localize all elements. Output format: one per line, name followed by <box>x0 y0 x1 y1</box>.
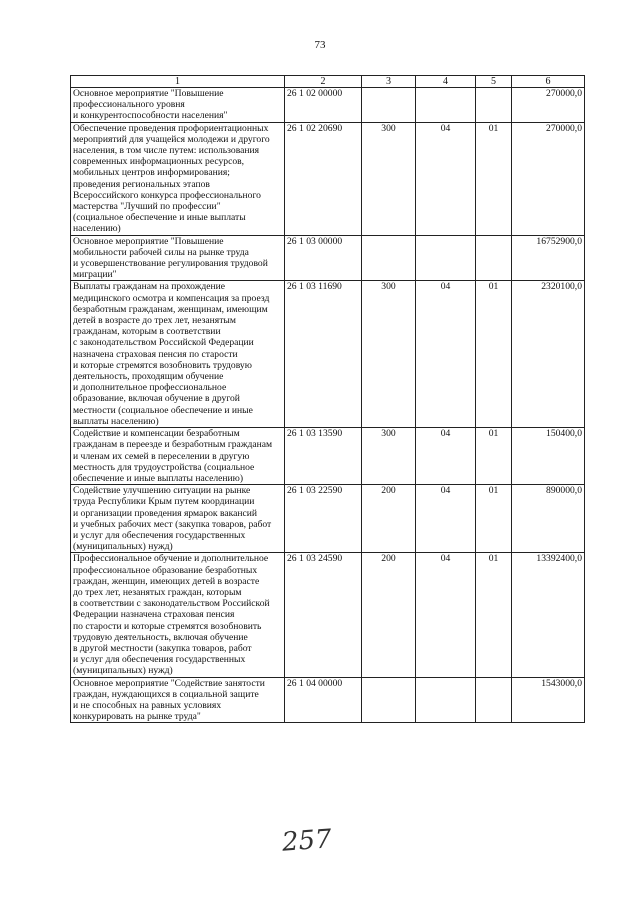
description-line: деятельность, проходящим обучение <box>73 371 224 383</box>
table-row <box>71 281 585 428</box>
header-cell-4: 4 <box>416 76 476 88</box>
row-code: 26 1 03 11690 <box>285 281 362 428</box>
row-col5: 01 <box>476 553 512 677</box>
description-line: профессионального уровня <box>73 99 185 111</box>
row-col5: 01 <box>476 281 512 428</box>
row-col5: 01 <box>476 485 512 553</box>
row-amount: 13392400,0 <box>512 553 585 677</box>
description-line: безработным гражданам, женщинам, имеющим <box>73 303 268 315</box>
description-line: труда Республики Крым путем координации <box>73 496 255 508</box>
row-col4 <box>416 88 476 123</box>
description-line: в другой местности (закупка товаров, работ <box>73 642 252 654</box>
description-line: гражданам в переезде и безработным гражданам <box>73 439 273 451</box>
description-line: граждан, нуждающихся в социальной защите <box>73 688 259 700</box>
row-code: 26 1 04 00000 <box>285 677 362 723</box>
row-col4 <box>416 677 476 723</box>
description-line: мероприятий для учащейся молодежи и другого <box>73 133 270 145</box>
row-amount: 270000,0 <box>512 88 585 123</box>
description-line: Федерации назначена страховая пенсия <box>73 609 235 621</box>
description-line: миграции" <box>73 269 117 281</box>
row-col4: 04 <box>416 428 476 485</box>
row-amount: 2320100,0 <box>512 281 585 428</box>
description-line: Всероссийского конкурса профессионального <box>73 189 261 201</box>
row-amount: 16752900,0 <box>512 235 585 281</box>
description-line: и которые стремятся возобновить трудовую <box>73 359 252 371</box>
description-line: и дополнительное профессиональное <box>73 382 227 394</box>
description-line: мобильности рабочей силы на рынке труда <box>73 246 249 258</box>
description-line: Выплаты гражданам на прохождение <box>73 281 225 293</box>
table-row <box>71 428 585 485</box>
row-col5 <box>476 88 512 123</box>
header-cell-5: 5 <box>476 76 512 88</box>
row-description <box>71 553 285 677</box>
row-code: 26 1 03 24590 <box>285 553 362 677</box>
description-line: Содействие улучшению ситуации на рынке <box>73 485 251 497</box>
description-line: и усовершенствование регулирования трудовой <box>73 258 268 270</box>
description-line: местность для трудоустройства (социальное <box>73 461 255 473</box>
description-line: граждан, женщин, имеющих детей в возрасте <box>73 575 260 587</box>
row-description <box>71 235 285 281</box>
row-col3: 300 <box>362 281 416 428</box>
description-line: и учебных рабочих мест (закупка товаров, работ <box>73 518 272 530</box>
description-line: Основное мероприятие "Повышение <box>73 235 224 247</box>
table-row <box>71 235 585 281</box>
description-line: (муниципальных) нужд) <box>73 665 173 677</box>
description-line: Основное мероприятие "Содействие занятости <box>73 677 265 689</box>
row-description <box>71 428 285 485</box>
header-cell-1: 1 <box>71 76 285 88</box>
row-code: 26 1 03 13590 <box>285 428 362 485</box>
row-code: 26 1 02 20690 <box>285 122 362 235</box>
description-line: местности (социальное обеспечение и иные <box>73 404 253 416</box>
row-col3 <box>362 88 416 123</box>
description-line: современных информационных ресурсов, <box>73 156 245 168</box>
description-line: конкурировать на рынке труда" <box>73 711 201 723</box>
description-line: гражданам, которым в соответствии <box>73 326 221 338</box>
row-col4 <box>416 235 476 281</box>
description-line: образование, включая обучение в другой <box>73 393 240 405</box>
row-code: 26 1 03 22590 <box>285 485 362 553</box>
description-line: (муниципальных) нужд) <box>73 541 173 553</box>
row-code: 26 1 03 00000 <box>285 235 362 281</box>
row-col4: 04 <box>416 553 476 677</box>
description-line: трудовую деятельность, включая обучение <box>73 631 248 643</box>
description-line: до трех лет, незанятых граждан, которым <box>73 586 242 598</box>
row-amount: 1543000,0 <box>512 677 585 723</box>
row-amount: 890000,0 <box>512 485 585 553</box>
row-code: 26 1 02 00000 <box>285 88 362 123</box>
row-col5: 01 <box>476 122 512 235</box>
table-row <box>71 677 585 723</box>
table-row <box>71 122 585 235</box>
header-row <box>71 76 585 88</box>
row-description <box>71 122 285 235</box>
description-line: и не способных на равных условиях <box>73 699 222 711</box>
table-body <box>71 88 585 723</box>
header-cell-6: 6 <box>512 76 585 88</box>
description-line: детей в возрасте до трех лет, незанятым <box>73 315 236 327</box>
row-col3 <box>362 677 416 723</box>
description-line: мастерства "Лучший по профессии" <box>73 201 221 213</box>
table-row <box>71 553 585 677</box>
row-amount: 270000,0 <box>512 122 585 235</box>
description-line: в соответствии с законодательством Российской <box>73 598 270 610</box>
description-line: по старости и которые стремятся возобновить <box>73 620 262 632</box>
row-col5 <box>476 677 512 723</box>
description-line: Основное мероприятие "Повышение <box>73 88 224 99</box>
description-line: назначена страховая пенсия по старости <box>73 348 238 360</box>
description-line: и конкурентоспособности населения" <box>73 110 228 122</box>
header-cell-3: 3 <box>362 76 416 88</box>
description-line: медицинского осмотра и компенсация за проезд <box>73 292 270 304</box>
row-description <box>71 281 285 428</box>
handwritten-page-number: 257 <box>281 824 333 858</box>
description-line: с законодательством Российской Федерации <box>73 337 254 349</box>
budget-table <box>70 75 585 723</box>
row-description <box>71 677 285 723</box>
description-line: и услуг для обеспечения государственных <box>73 654 246 666</box>
row-col3 <box>362 235 416 281</box>
row-col3: 200 <box>362 485 416 553</box>
row-col4: 04 <box>416 122 476 235</box>
row-description <box>71 485 285 553</box>
description-line: мобильных центров информирования; <box>73 167 230 179</box>
description-line: Обеспечение проведения профориентационных <box>73 122 269 134</box>
header-cell-2: 2 <box>285 76 362 88</box>
description-line: обеспечение и иные выплаты населению) <box>73 472 244 484</box>
description-line: населению) <box>73 223 121 235</box>
row-description <box>71 88 285 123</box>
row-col5 <box>476 235 512 281</box>
row-col3: 200 <box>362 553 416 677</box>
table-row <box>71 485 585 553</box>
description-line: проведения региональных этапов <box>73 178 210 190</box>
description-line: Содействие и компенсации безработным <box>73 428 240 440</box>
description-line: Профессиональное обучение и дополнительное <box>73 553 269 565</box>
description-line: и организации проведения ярмарок вакансий <box>73 507 258 519</box>
page-number: 73 <box>314 39 326 51</box>
row-amount: 150400,0 <box>512 428 585 485</box>
description-line: и членам их семей в переселении в другую <box>73 450 250 462</box>
description-line: и услуг для обеспечения государственных <box>73 529 246 541</box>
row-col4: 04 <box>416 281 476 428</box>
table-row <box>71 88 585 123</box>
row-col3: 300 <box>362 122 416 235</box>
row-col3: 300 <box>362 428 416 485</box>
row-col5: 01 <box>476 428 512 485</box>
row-col4: 04 <box>416 485 476 553</box>
description-line: профессиональное образование безработных <box>73 564 258 576</box>
description-line: населения, в том числе путем: использования <box>73 145 260 157</box>
description-line: (социальное обеспечение и иные выплаты <box>73 212 246 224</box>
description-line: выплаты населению) <box>73 415 159 427</box>
